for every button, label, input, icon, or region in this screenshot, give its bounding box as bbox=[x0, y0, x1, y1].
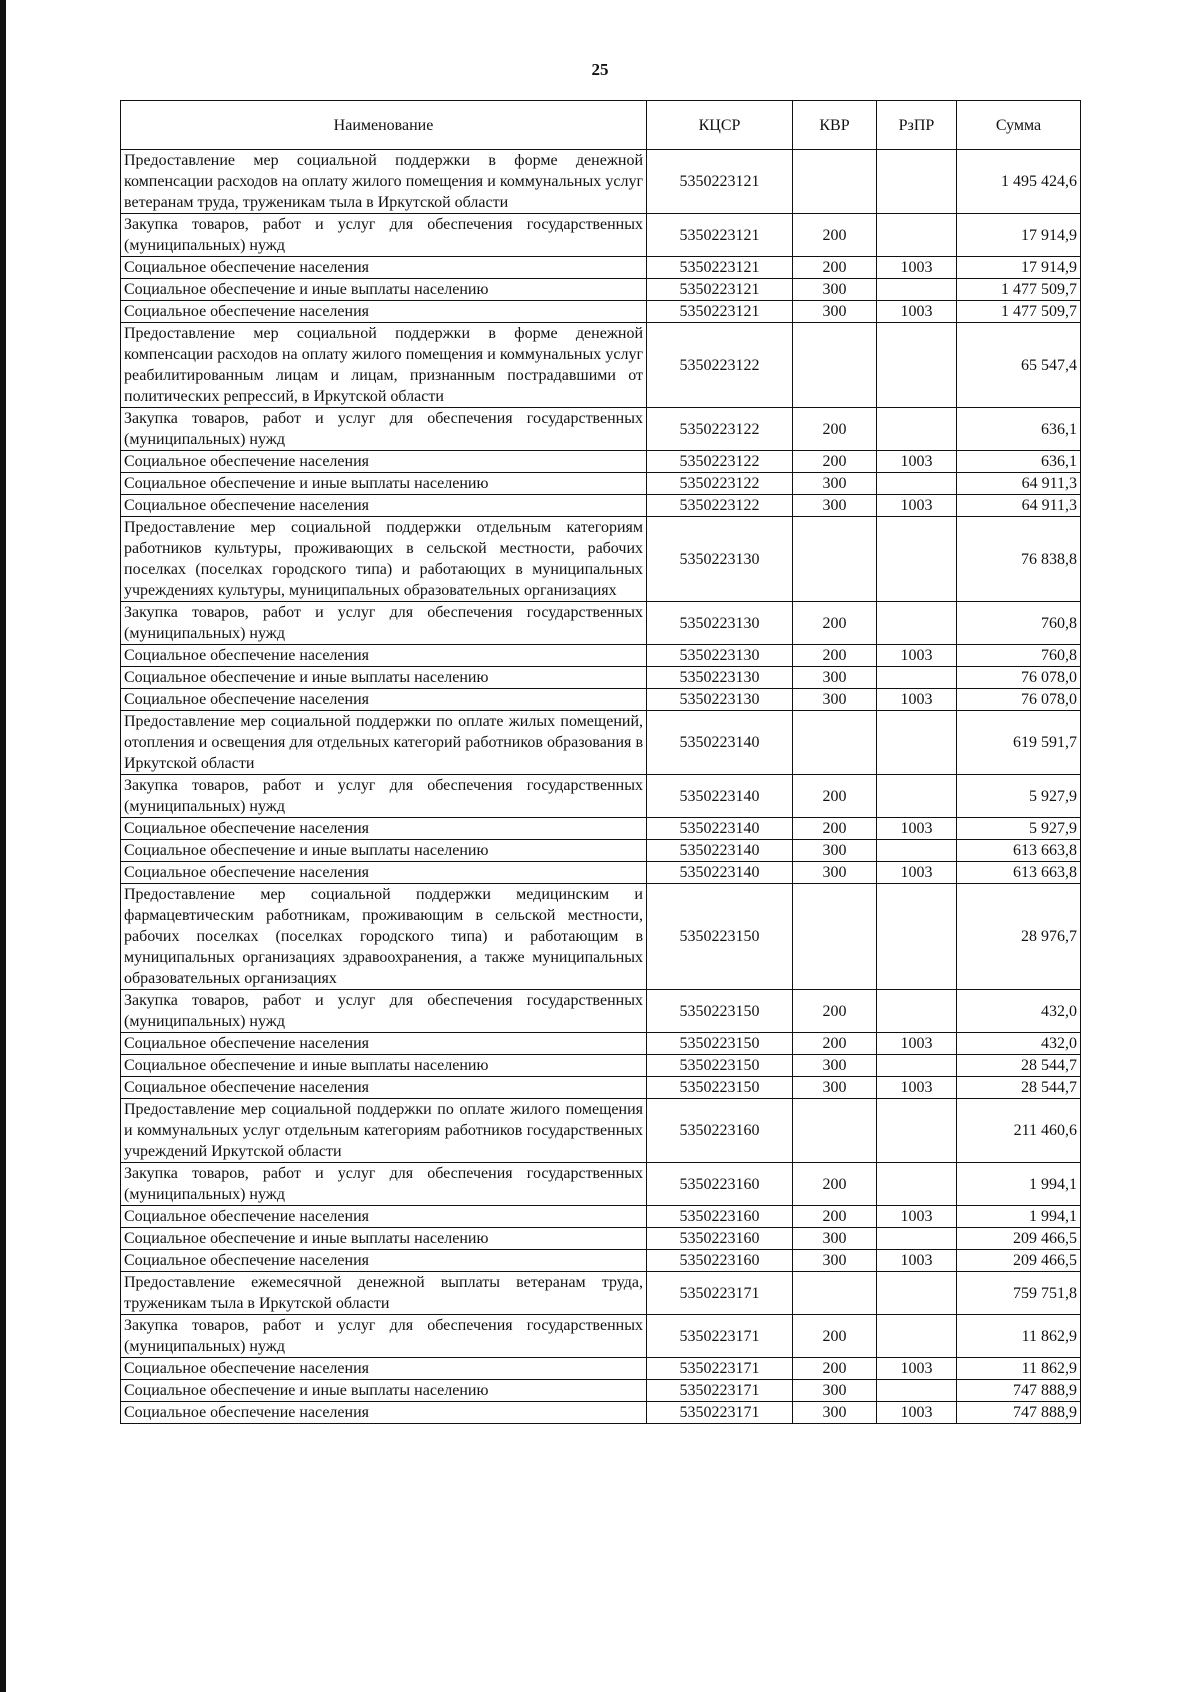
cell-kcsr: 5350223160 bbox=[647, 1099, 793, 1163]
table-row bbox=[121, 840, 1081, 862]
cell-kvr: 300 bbox=[793, 495, 877, 517]
cell-sum: 1 477 509,7 bbox=[957, 279, 1081, 301]
cell-rzpr bbox=[877, 667, 957, 689]
cell-sum: 209 466,5 bbox=[957, 1228, 1081, 1250]
cell-kcsr: 5350223130 bbox=[647, 689, 793, 711]
cell-kvr: 200 bbox=[793, 214, 877, 257]
cell-sum: 76 078,0 bbox=[957, 689, 1081, 711]
table-header bbox=[121, 101, 1081, 150]
table-row bbox=[121, 214, 1081, 257]
cell-name: Закупка товаров, работ и услуг для обеспечения государственных (муниципальных) нужд bbox=[121, 1315, 647, 1358]
cell-kcsr: 5350223121 bbox=[647, 279, 793, 301]
cell-name: Социальное обеспечение и иные выплаты населению bbox=[121, 840, 647, 862]
cell-rzpr bbox=[877, 1272, 957, 1315]
cell-name: Социальное обеспечение населения bbox=[121, 818, 647, 840]
cell-kvr: 300 bbox=[793, 473, 877, 495]
cell-rzpr bbox=[877, 1315, 957, 1358]
table-row bbox=[121, 1358, 1081, 1380]
cell-kvr: 300 bbox=[793, 1250, 877, 1272]
cell-sum: 636,1 bbox=[957, 408, 1081, 451]
cell-name: Закупка товаров, работ и услуг для обеспечения государственных (муниципальных) нужд bbox=[121, 990, 647, 1033]
cell-rzpr: 1003 bbox=[877, 495, 957, 517]
cell-kvr bbox=[793, 711, 877, 775]
cell-rzpr: 1003 bbox=[877, 645, 957, 667]
cell-kvr bbox=[793, 1272, 877, 1315]
cell-kcsr: 5350223160 bbox=[647, 1228, 793, 1250]
cell-name: Предоставление мер социальной поддержки в форме денежной компенсации расходов на оплату жилого помещения и коммунальных услуг реабилитированным лицам и лицам, признанным пострадавшими от политических репрессий, в Иркутской области bbox=[121, 323, 647, 408]
cell-rzpr: 1003 bbox=[877, 862, 957, 884]
table-row bbox=[121, 495, 1081, 517]
table-row bbox=[121, 1315, 1081, 1358]
cell-name: Социальное обеспечение населения bbox=[121, 1250, 647, 1272]
cell-name: Социальное обеспечение и иные выплаты населению bbox=[121, 1380, 647, 1402]
table-row bbox=[121, 1206, 1081, 1228]
cell-name: Социальное обеспечение населения bbox=[121, 1358, 647, 1380]
cell-rzpr: 1003 bbox=[877, 1033, 957, 1055]
cell-sum: 209 466,5 bbox=[957, 1250, 1081, 1272]
cell-name: Социальное обеспечение населения bbox=[121, 301, 647, 323]
cell-kvr: 300 bbox=[793, 689, 877, 711]
table-row bbox=[121, 1380, 1081, 1402]
cell-kcsr: 5350223140 bbox=[647, 818, 793, 840]
cell-sum: 211 460,6 bbox=[957, 1099, 1081, 1163]
cell-kcsr: 5350223130 bbox=[647, 667, 793, 689]
table-row bbox=[121, 1250, 1081, 1272]
cell-sum: 28 544,7 bbox=[957, 1077, 1081, 1099]
cell-kcsr: 5350223150 bbox=[647, 884, 793, 990]
cell-rzpr bbox=[877, 323, 957, 408]
table-row bbox=[121, 711, 1081, 775]
table-row bbox=[121, 602, 1081, 645]
cell-kvr: 300 bbox=[793, 667, 877, 689]
table-row bbox=[121, 1099, 1081, 1163]
table-row bbox=[121, 1402, 1081, 1424]
cell-rzpr bbox=[877, 1380, 957, 1402]
cell-kcsr: 5350223140 bbox=[647, 775, 793, 818]
cell-kcsr: 5350223130 bbox=[647, 602, 793, 645]
scan-left-border bbox=[0, 0, 6, 1692]
cell-kcsr: 5350223171 bbox=[647, 1358, 793, 1380]
cell-name: Социальное обеспечение и иные выплаты населению bbox=[121, 1055, 647, 1077]
table-row bbox=[121, 1055, 1081, 1077]
table-row bbox=[121, 1163, 1081, 1206]
cell-rzpr: 1003 bbox=[877, 1206, 957, 1228]
cell-kcsr: 5350223140 bbox=[647, 711, 793, 775]
table-row bbox=[121, 301, 1081, 323]
cell-kcsr: 5350223171 bbox=[647, 1315, 793, 1358]
cell-sum: 17 914,9 bbox=[957, 214, 1081, 257]
cell-name: Социальное обеспечение населения bbox=[121, 257, 647, 279]
cell-kvr: 300 bbox=[793, 840, 877, 862]
cell-kcsr: 5350223150 bbox=[647, 1077, 793, 1099]
cell-kcsr: 5350223160 bbox=[647, 1250, 793, 1272]
cell-kvr bbox=[793, 323, 877, 408]
cell-rzpr: 1003 bbox=[877, 1402, 957, 1424]
cell-kcsr: 5350223121 bbox=[647, 150, 793, 214]
cell-kvr: 300 bbox=[793, 1228, 877, 1250]
budget-table bbox=[120, 100, 1081, 1424]
cell-name: Социальное обеспечение и иные выплаты населению bbox=[121, 667, 647, 689]
header-row bbox=[121, 101, 1081, 150]
cell-rzpr bbox=[877, 775, 957, 818]
table-row bbox=[121, 473, 1081, 495]
cell-kcsr: 5350223150 bbox=[647, 1055, 793, 1077]
cell-kcsr: 5350223130 bbox=[647, 645, 793, 667]
cell-kvr: 300 bbox=[793, 279, 877, 301]
cell-name: Социальное обеспечение населения bbox=[121, 1033, 647, 1055]
cell-rzpr bbox=[877, 1228, 957, 1250]
cell-name: Социальное обеспечение и иные выплаты населению bbox=[121, 1228, 647, 1250]
cell-kvr: 200 bbox=[793, 1206, 877, 1228]
cell-name: Закупка товаров, работ и услуг для обеспечения государственных (муниципальных) нужд bbox=[121, 775, 647, 818]
cell-name: Закупка товаров, работ и услуг для обеспечения государственных (муниципальных) нужд bbox=[121, 408, 647, 451]
cell-kcsr: 5350223122 bbox=[647, 408, 793, 451]
table-row bbox=[121, 645, 1081, 667]
cell-kvr: 300 bbox=[793, 1055, 877, 1077]
table-row bbox=[121, 408, 1081, 451]
cell-sum: 5 927,9 bbox=[957, 818, 1081, 840]
cell-kvr: 300 bbox=[793, 1402, 877, 1424]
cell-name: Закупка товаров, работ и услуг для обеспечения государственных (муниципальных) нужд bbox=[121, 1163, 647, 1206]
table-row bbox=[121, 884, 1081, 990]
cell-kcsr: 5350223150 bbox=[647, 990, 793, 1033]
cell-kvr: 200 bbox=[793, 990, 877, 1033]
cell-name: Социальное обеспечение населения bbox=[121, 1077, 647, 1099]
cell-kvr: 200 bbox=[793, 1358, 877, 1380]
table-row bbox=[121, 517, 1081, 602]
cell-kcsr: 5350223171 bbox=[647, 1272, 793, 1315]
cell-sum: 1 477 509,7 bbox=[957, 301, 1081, 323]
cell-sum: 65 547,4 bbox=[957, 323, 1081, 408]
table-row bbox=[121, 1033, 1081, 1055]
cell-rzpr bbox=[877, 408, 957, 451]
cell-sum: 613 663,8 bbox=[957, 862, 1081, 884]
header-name: Наименование bbox=[121, 101, 647, 150]
cell-sum: 11 862,9 bbox=[957, 1358, 1081, 1380]
cell-kvr: 200 bbox=[793, 602, 877, 645]
table-row bbox=[121, 1272, 1081, 1315]
cell-sum: 28 544,7 bbox=[957, 1055, 1081, 1077]
table-row bbox=[121, 257, 1081, 279]
cell-name: Предоставление ежемесячной денежной выплаты ветеранам труда, труженикам тыла в Иркутской области bbox=[121, 1272, 647, 1315]
cell-kvr bbox=[793, 150, 877, 214]
cell-rzpr bbox=[877, 1163, 957, 1206]
cell-rzpr bbox=[877, 711, 957, 775]
cell-kvr: 200 bbox=[793, 408, 877, 451]
table-row bbox=[121, 667, 1081, 689]
cell-kcsr: 5350223130 bbox=[647, 517, 793, 602]
cell-kvr: 300 bbox=[793, 1077, 877, 1099]
cell-sum: 432,0 bbox=[957, 990, 1081, 1033]
cell-kcsr: 5350223160 bbox=[647, 1206, 793, 1228]
cell-kvr: 200 bbox=[793, 1315, 877, 1358]
cell-kcsr: 5350223122 bbox=[647, 451, 793, 473]
cell-kcsr: 5350223140 bbox=[647, 840, 793, 862]
cell-sum: 1 994,1 bbox=[957, 1163, 1081, 1206]
cell-rzpr: 1003 bbox=[877, 257, 957, 279]
cell-rzpr bbox=[877, 150, 957, 214]
cell-kvr: 200 bbox=[793, 775, 877, 818]
table-row bbox=[121, 279, 1081, 301]
cell-sum: 17 914,9 bbox=[957, 257, 1081, 279]
cell-sum: 759 751,8 bbox=[957, 1272, 1081, 1315]
cell-kcsr: 5350223160 bbox=[647, 1163, 793, 1206]
cell-kvr: 200 bbox=[793, 818, 877, 840]
cell-kvr: 200 bbox=[793, 1033, 877, 1055]
cell-name: Предоставление мер социальной поддержки в форме денежной компенсации расходов на оплату жилого помещения и коммунальных услуг ветеранам труда, труженикам тыла в Иркутской области bbox=[121, 150, 647, 214]
cell-kcsr: 5350223122 bbox=[647, 495, 793, 517]
cell-rzpr: 1003 bbox=[877, 1077, 957, 1099]
cell-name: Социальное обеспечение населения bbox=[121, 862, 647, 884]
cell-sum: 11 862,9 bbox=[957, 1315, 1081, 1358]
cell-kvr: 300 bbox=[793, 862, 877, 884]
cell-kcsr: 5350223121 bbox=[647, 301, 793, 323]
table-row bbox=[121, 1077, 1081, 1099]
cell-kcsr: 5350223171 bbox=[647, 1402, 793, 1424]
cell-name: Предоставление мер социальной поддержки по оплате жилого помещения и коммунальных услуг отдельным категориям работников государственных учреждений Иркутской области bbox=[121, 1099, 647, 1163]
cell-kcsr: 5350223122 bbox=[647, 473, 793, 495]
cell-sum: 747 888,9 bbox=[957, 1380, 1081, 1402]
cell-rzpr bbox=[877, 1055, 957, 1077]
cell-name: Социальное обеспечение и иные выплаты населению bbox=[121, 279, 647, 301]
cell-sum: 28 976,7 bbox=[957, 884, 1081, 990]
cell-rzpr bbox=[877, 840, 957, 862]
cell-sum: 1 495 424,6 bbox=[957, 150, 1081, 214]
table-row bbox=[121, 775, 1081, 818]
cell-name: Социальное обеспечение и иные выплаты населению bbox=[121, 473, 647, 495]
table-row bbox=[121, 323, 1081, 408]
cell-kvr: 300 bbox=[793, 301, 877, 323]
table-row bbox=[121, 862, 1081, 884]
header-sum: Сумма bbox=[957, 101, 1081, 150]
cell-kcsr: 5350223122 bbox=[647, 323, 793, 408]
cell-name: Социальное обеспечение населения bbox=[121, 1402, 647, 1424]
cell-sum: 64 911,3 bbox=[957, 473, 1081, 495]
table-body bbox=[121, 150, 1081, 1424]
cell-rzpr: 1003 bbox=[877, 301, 957, 323]
cell-name: Социальное обеспечение населения bbox=[121, 645, 647, 667]
cell-sum: 76 078,0 bbox=[957, 667, 1081, 689]
header-kvr: КВР bbox=[793, 101, 877, 150]
cell-name: Закупка товаров, работ и услуг для обеспечения государственных (муниципальных) нужд bbox=[121, 214, 647, 257]
cell-kvr: 200 bbox=[793, 451, 877, 473]
cell-sum: 76 838,8 bbox=[957, 517, 1081, 602]
cell-kvr bbox=[793, 517, 877, 602]
cell-kvr: 200 bbox=[793, 645, 877, 667]
cell-rzpr bbox=[877, 473, 957, 495]
table-row bbox=[121, 990, 1081, 1033]
cell-kcsr: 5350223121 bbox=[647, 257, 793, 279]
page-number: 25 bbox=[591, 60, 609, 79]
cell-sum: 432,0 bbox=[957, 1033, 1081, 1055]
cell-rzpr: 1003 bbox=[877, 818, 957, 840]
cell-name: Социальное обеспечение населения bbox=[121, 451, 647, 473]
cell-sum: 619 591,7 bbox=[957, 711, 1081, 775]
table-row bbox=[121, 451, 1081, 473]
cell-sum: 5 927,9 bbox=[957, 775, 1081, 818]
cell-rzpr: 1003 bbox=[877, 1358, 957, 1380]
cell-rzpr bbox=[877, 279, 957, 301]
cell-kvr: 200 bbox=[793, 1163, 877, 1206]
cell-sum: 760,8 bbox=[957, 645, 1081, 667]
cell-kvr bbox=[793, 1099, 877, 1163]
cell-kcsr: 5350223150 bbox=[647, 1033, 793, 1055]
cell-kcsr: 5350223121 bbox=[647, 214, 793, 257]
cell-rzpr: 1003 bbox=[877, 451, 957, 473]
cell-rzpr bbox=[877, 517, 957, 602]
cell-rzpr: 1003 bbox=[877, 689, 957, 711]
cell-name: Социальное обеспечение населения bbox=[121, 495, 647, 517]
cell-sum: 636,1 bbox=[957, 451, 1081, 473]
header-rzpr: РзПР bbox=[877, 101, 957, 150]
cell-name: Предоставление мер социальной поддержки по оплате жилых помещений, отопления и освещения для отдельных категорий работников образования в Иркутской области bbox=[121, 711, 647, 775]
cell-rzpr bbox=[877, 602, 957, 645]
cell-kcsr: 5350223140 bbox=[647, 862, 793, 884]
table-row bbox=[121, 1228, 1081, 1250]
cell-kvr: 200 bbox=[793, 257, 877, 279]
cell-rzpr bbox=[877, 214, 957, 257]
cell-name: Социальное обеспечение населения bbox=[121, 689, 647, 711]
cell-sum: 64 911,3 bbox=[957, 495, 1081, 517]
cell-sum: 613 663,8 bbox=[957, 840, 1081, 862]
header-kcsr: КЦСР bbox=[647, 101, 793, 150]
cell-rzpr bbox=[877, 990, 957, 1033]
cell-kcsr: 5350223171 bbox=[647, 1380, 793, 1402]
cell-rzpr bbox=[877, 1099, 957, 1163]
cell-sum: 760,8 bbox=[957, 602, 1081, 645]
table-row bbox=[121, 689, 1081, 711]
cell-kvr: 300 bbox=[793, 1380, 877, 1402]
cell-sum: 1 994,1 bbox=[957, 1206, 1081, 1228]
cell-name: Социальное обеспечение населения bbox=[121, 1206, 647, 1228]
cell-rzpr bbox=[877, 884, 957, 990]
cell-name: Предоставление мер социальной поддержки отдельным категориям работников культуры, проживающих в сельской местности, рабочих поселках (поселках городского типа) и работающих в муниципальных учреждениях культуры, муниципальных образовательных организациях bbox=[121, 517, 647, 602]
cell-rzpr: 1003 bbox=[877, 1250, 957, 1272]
cell-name: Закупка товаров, работ и услуг для обеспечения государственных (муниципальных) нужд bbox=[121, 602, 647, 645]
table-row bbox=[121, 818, 1081, 840]
cell-kvr bbox=[793, 884, 877, 990]
cell-sum: 747 888,9 bbox=[957, 1402, 1081, 1424]
cell-name: Предоставление мер социальной поддержки медицинским и фармацевтическим работникам, проживающим в сельской местности, рабочих поселках (поселках городского типа) и работающим в муниципальных организациях здравоохранения, а также муниципальных образовательных организациях bbox=[121, 884, 647, 990]
table-row bbox=[121, 150, 1081, 214]
